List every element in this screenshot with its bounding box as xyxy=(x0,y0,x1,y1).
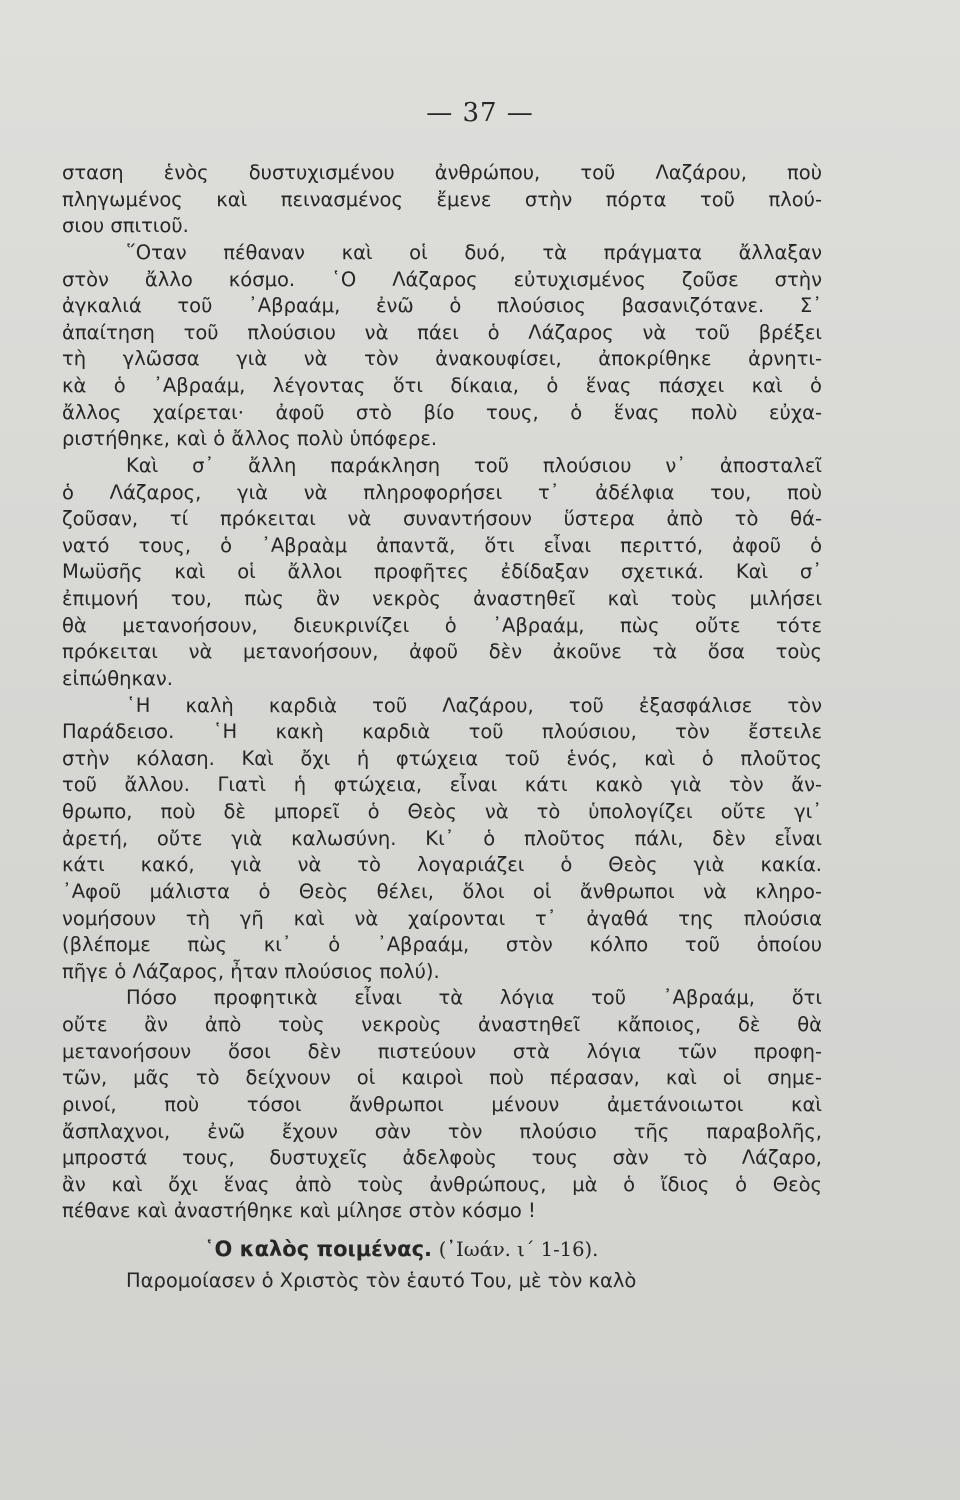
text-line: κὰ ὁ ᾿Αβραάμ, λέγοντας ὅτι δίκαια, ὁ ἕνας πάσχει καὶ ὁ xyxy=(62,374,822,397)
text-line: ὁ Λάζαρος, γιὰ νὰ πληροφορήσει τ᾿ ἀδέλφια του, ποὺ xyxy=(62,480,822,504)
text-line: πληγωμένος καὶ πεινασμένος ἔμενε στὴν πόρτα τοῦ πλού- xyxy=(62,187,822,211)
text-line: Παρομοίασεν ὁ Χριστὸς τὸν ἑαυτό Του, μὲ τὸν καλὸ xyxy=(126,1269,637,1292)
text-line: μπροστά τους, δυστυχεῖς ἀδελφοὺς τους σὰν τὸ Λάζαρο, xyxy=(62,1146,822,1170)
paragraphs xyxy=(62,160,822,1225)
page-number: — 37 — xyxy=(426,98,534,128)
text-line: ριστήθηκε, καὶ ὁ ἄλλος πολὺ ὑπόφερε. xyxy=(62,427,438,451)
text-line: εἰπώθηκαν. xyxy=(62,666,173,690)
final-paragraph xyxy=(62,1268,822,1295)
text-line: τὴ γλῶσσα γιὰ νὰ τὸν ἀνακουφίσει, ἀποκρίθηκε ἀρνητι- xyxy=(62,347,822,371)
text-line: στὸν ἄλλο κόσμο. ῾Ο Λάζαρος εὐτυχισμένος ζοῦσε στὴν xyxy=(62,267,822,291)
text-line: νομήσουν τὴ γῆ καὶ νὰ χαίρονται τ᾿ ἀγαθά της πλούσια xyxy=(62,906,822,930)
scripture-reference: (᾿Ιωάν. ι΄ 1-16). xyxy=(438,1238,599,1261)
text-line: ρινοί, ποὺ τόσοι ἄνθρωποι μένουν ἀμετάνοιωτοι καὶ xyxy=(62,1092,822,1116)
text-line: ἐπιμονή του, πὼς ἂν νεκρὸς ἀναστηθεῖ καὶ τοὺς μιλήσει xyxy=(62,587,822,610)
body-text xyxy=(62,160,822,1295)
text-line: Καὶ σ᾿ ἄλλη παράκληση τοῦ πλούσιου ν᾿ ἀποσταλεῖ xyxy=(126,453,822,477)
text-line: Μωϋσῆς καὶ οἱ ἄλλοι προφῆτες ἐδίδαξαν σχετικά. Καὶ σ᾿ xyxy=(62,560,822,584)
text-line: στὴν κόλαση. Καὶ ὄχι ἡ φτώχεια τοῦ ἑνός, καὶ ὁ πλοῦτος xyxy=(62,746,822,770)
section-heading xyxy=(62,1234,822,1264)
text-line: νατό τους, ὁ ᾿Αβραὰμ ἀπαντᾶ, ὅτι εἶναι περιττό, ἀφοῦ ὁ xyxy=(62,533,822,557)
text-line: ῞Οταν πέθαναν καὶ οἱ δυό, τὰ πράγματα ἄλλαξαν xyxy=(126,240,822,264)
text-line: σταση ἑνὸς δυστυχισμένου ἀνθρώπου, τοῦ Λαζάρου, ποὺ xyxy=(62,161,822,184)
paragraph xyxy=(62,453,822,693)
text-line: ἀγκαλιά τοῦ ᾿Αβραάμ, ἐνῶ ὁ πλούσιος βασανιζότανε. Σ᾿ xyxy=(62,294,822,318)
section-title: ῾Ο καλὸς ποιμένας. xyxy=(204,1237,433,1261)
text-line: πῆγε ὁ Λάζαρος, ἦταν πλούσιος πολύ). xyxy=(62,959,440,983)
text-line: ἀπαίτηση τοῦ πλούσιου νὰ πάει ὁ Λάζαρος νὰ τοῦ βρέξει xyxy=(62,320,822,344)
text-line: κάτι κακό, γιὰ νὰ τὸ λογαριάζει ὁ Θεὸς γιὰ κακία. xyxy=(62,853,822,877)
text-line: ἄσπλαχνοι, ἐνῶ ἔχουν σὰν τὸν πλούσιο τῆς παραβολῆς, xyxy=(62,1119,822,1143)
text-line: θὰ μετανοήσουν, διευκρινίζει ὁ ᾿Αβραάμ, πὼς οὔτε τότε xyxy=(62,613,822,637)
text-line: ζοῦσαν, τί πρόκειται νὰ συναντήσουν ὕστερα ἀπὸ τὸ θά- xyxy=(62,507,822,531)
text-line: ἂν καὶ ὄχι ἕνας ἀπὸ τοὺς ἀνθρώπους, μὰ ὁ ἴδιος ὁ Θεὸς xyxy=(62,1172,822,1196)
paragraph xyxy=(62,160,822,240)
text-line: πέθανε καὶ ἀναστήθηκε καὶ μίλησε στὸν κόσμο ! xyxy=(62,1199,536,1223)
text-line: θρωπο, ποὺ δὲ μπορεῖ ὁ Θεὸς νὰ τὸ ὑπολογίζει οὔτε γι᾿ xyxy=(62,800,822,823)
text-line: τοῦ ἄλλου. Γιατὶ ἡ φτώχεια, εἶναι κάτι κακὸ γιὰ τὸν ἄν- xyxy=(62,773,822,797)
text-line: οὔτε ἂν ἀπὸ τοὺς νεκροὺς ἀναστηθεῖ κἄποιος, δὲ θὰ xyxy=(62,1013,822,1036)
paragraph xyxy=(62,985,822,1225)
text-line: ᾿Αφοῦ μάλιστα ὁ Θεὸς θέλει, ὅλοι οἱ ἄνθρωποι νὰ κληρο- xyxy=(62,879,822,903)
paragraph xyxy=(62,240,822,453)
paragraph xyxy=(62,693,822,986)
text-line: ἀρετή, οὔτε γιὰ καλωσύνη. Κι᾿ ὁ πλοῦτος πάλι, δὲν εἶναι xyxy=(62,826,822,850)
text-line: ῾Η καλὴ καρδιὰ τοῦ Λαζάρου, τοῦ ἐξασφάλισε τὸν xyxy=(126,693,822,717)
text-line: τῶν, μᾶς τὸ δείχνουν οἱ καιροὶ ποὺ πέρασαν, καὶ οἱ σημε- xyxy=(62,1066,822,1090)
text-line: Παράδεισο. ῾Η κακὴ καρδιὰ τοῦ πλούσιου, τὸν ἔστειλε xyxy=(62,720,822,744)
text-line: πρόκειται νὰ μετανοήσουν, ἀφοῦ δὲν ἀκοῦνε τὰ ὅσα τοὺς xyxy=(62,640,822,664)
text-line: (βλέπομε πὼς κι᾿ ὁ ᾿Αβραάμ, στὸν κόλπο τοῦ ὁποίου xyxy=(62,933,822,957)
text-line: μετανοήσουν ὅσοι δὲν πιστεύουν στὰ λόγια τῶν προφη- xyxy=(62,1039,822,1063)
text-line: ἄλλος χαίρεται· ἀφοῦ στὸ βίο τους, ὁ ἕνας πολὺ εὐχα- xyxy=(62,400,822,424)
text-line: Πόσο προφητικὰ εἶναι τὰ λόγια τοῦ ᾿Αβραάμ, ὅτι xyxy=(126,986,822,1010)
text-line: σιου σπιτιοῦ. xyxy=(62,214,189,238)
